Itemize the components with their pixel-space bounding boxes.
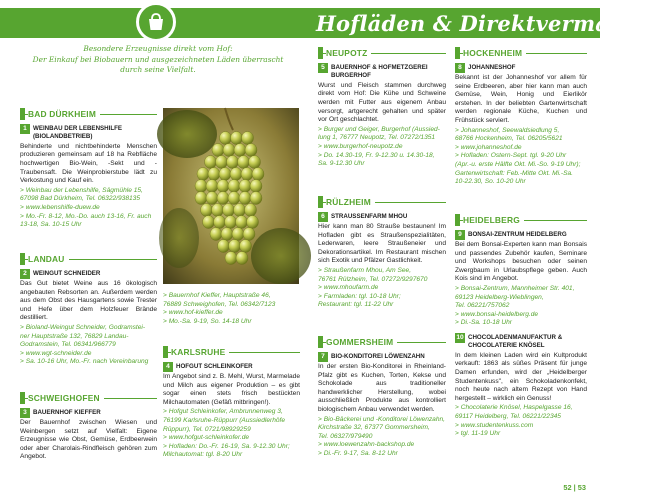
entry-name: WEINGUT SCHNEIDER: [33, 270, 101, 277]
region-header-heidelberg: HEIDELBERG: [455, 214, 587, 226]
entry-description: Bekannt ist der Johanneshof vor allem für seine Erdbeeren, aber hier kann man auch Gemüse, Wein, Honig und Eierlikör erstehen. In der beliebten Gartenwirtschaft werden regionale Küche, Kuchen und Frühstück serviert.: [455, 74, 587, 124]
intro-line: Besondere Erzeugnisse direkt vom Hof:: [83, 44, 233, 53]
region-header-gommersheim: GOMMERSHEIM: [318, 336, 446, 348]
entry-1: [20, 124, 157, 230]
entry-4: [163, 362, 300, 460]
intro-line: Der Einkauf bei Biobauern und ausgezeichneten Läden überrascht: [32, 54, 284, 64]
entry-contact: > Bioland-Weingut Schneider, Godramstei- ner Hauptstraße 132, 76829 Landau- Godramstein, Tel. 06341/966779 > www.wgt-schneider.de > Sa. 10-16 Uhr, Mo.-Fr. nach Vereinbarung: [20, 324, 157, 367]
entry-contact: > Hofgut Schleinkofer, Ambrunnenweg 3, 76199 Karlsruhe-Rüppurr (Aussiedlerhöfe Rüppurr), Tel. 0721/98929259 > www.hofgut-schleinkofer.de > Hofladen: Do.-Fr. 16-19, Sa. 9-12.30 Uhr; Milchautomat: tgl. 8-20 Uhr: [163, 408, 300, 460]
entry-contact: > Straußenfarm Mhou, Am See, 76761 Rülzheim, Tel. 07272/9297670 > www.mhoufarm.de > Farmladen: tgl. 10-18 Uhr; Restaurant: tgl. 11-22 Uhr: [318, 267, 446, 310]
entry-number: 9: [455, 230, 465, 240]
website-link[interactable]: > www.hofgut-schleinkofer.de: [163, 434, 250, 442]
page-numbers: 52 | 53: [563, 483, 586, 492]
entry-number: 2: [20, 269, 30, 279]
intro-text: [20, 44, 296, 76]
website-link[interactable]: > www.mhoufarm.de: [318, 284, 379, 292]
region-header-ruelzheim: RÜLZHEIM: [318, 196, 446, 208]
region-header-schweighofen: SCHWEIGHOFEN: [20, 392, 157, 404]
entry-number: 1: [20, 124, 30, 134]
website-link[interactable]: > www.bonsai-heidelberg.de: [455, 310, 539, 318]
entry-description: In der ersten Bio-Konditorei in Rheinland-Pfalz gibt es Kuchen, Torten, Kekse und Schokolade aus traditioneller handwerklicher Herstellung, wobei ausschließlich Produkte aus kontrolliert biologischem Anbau verwendet werden.: [318, 363, 446, 413]
entry-name: BAUERNHOF KIEFFER: [33, 409, 101, 416]
entry-contact: > Chocolaterie Knösel, Haspelgasse 16, 69117 Heidelberg, Tel. 06221/22345 > www.studentenkuss.com > tgl. 11-19 Uhr: [455, 404, 587, 438]
entry-name: BAUERNHOF & HOFMETZGEREI BURGERHOF: [331, 64, 428, 80]
entry-contact: > Weinbau der Lebenshilfe, Sägmühle 15, 67098 Bad Dürkheim, Tel. 06322/938135 > www.lebenshilfe-duew.de > Mo.-Fr. 8-12, Mo.-Do. auch 13-16, Fr. auch 13-18, Sa. 10-15 Uhr: [20, 187, 157, 230]
entry-contact: > Johanneshof, Seewaldsiedlung 5, 68766 Hockenheim, Tel. 06205/5621 > www.johanneshof.de > Hofladen: Ostern-Sept. tgl. 9-20 Uhr (Apr.-u. erste Hälfte Okt. Mi.-So. 9-19 Uhr); Gartenwirtschaft: Feb.-Mitte Okt. Mi.-Sa. 10-22.30, So. 10-20 Uhr: [455, 127, 587, 187]
entry-number: 6: [318, 212, 328, 222]
website-link[interactable]: > www.hof-kieffer.de: [163, 309, 223, 317]
entry-name: CHOCOLADENMANUFAKTUR & CHOCOLATERIE KNÖSEL: [468, 333, 563, 350]
entry-name: BONSAI-ZENTRUM HEIDELBERG: [468, 231, 567, 238]
entry-number: 5: [318, 63, 328, 73]
shopping-bag-icon: [136, 2, 176, 42]
entry-contact: > Burger und Geiger, Burgerhof (Aussied- lung 1, 76777 Neupotz, Tel. 07272/1351 > www.burgerhof-neupotz.de > Do. 14.30-19, Fr. 9-12.30 u. 14.30-18, Sa. 9-12.30 Uhr: [318, 126, 446, 169]
grape-cluster-photo: [163, 108, 299, 284]
column-2-contact: [163, 292, 300, 326]
page-title: Hofläden & Direktvermarkter: [316, 11, 670, 36]
entry-9: [455, 230, 587, 328]
column-left-lower: [20, 253, 157, 367]
entry-number: 7: [318, 352, 328, 362]
region-header-neupotz: NEUPOTZ: [318, 47, 446, 59]
entry-2: [20, 269, 157, 367]
column-4: [455, 47, 587, 187]
entry-description: Wurst und Fleisch stammen durchweg direkt vom Hof: Die Kühe und Schweine werden mit Futter aus eigenem Anbau versorgt, artgerecht gehalten und später vor Ort geschlachtet.: [318, 81, 446, 124]
entry-name: WEINBAU DER LEBENSHILFE (BIOLANDBETRIEB): [33, 125, 123, 141]
region-header-karlsruhe: KARLSRUHE: [163, 346, 300, 358]
entry-8: [455, 63, 587, 187]
column-3-gommersheim: [318, 336, 446, 459]
entry-3: [20, 408, 157, 462]
entry-contact-3: > Bauernhof Kieffer, Hauptstraße 46, 76889 Schweighofen, Tel. 06342/7123 > www.hof-kieffer.de > Mo.-Sa. 9-19, So. 14-18 Uhr: [163, 292, 300, 326]
column-4-heidelberg: [455, 214, 587, 439]
entry-name: BIO-KONDITOREI LÖWENZAHN: [331, 353, 425, 360]
entry-number: 8: [455, 63, 465, 73]
entry-contact: > Bio-Bäckerei und -Konditorei Löwenzahn, Kirchstraße 32, 67377 Gommersheim, Tel. 06327/979490 > www.loewenzahn-backshop.de > Di.-Fr. 9-17, Sa. 8-12 Uhr: [318, 415, 446, 457]
entry-10: [455, 333, 587, 439]
entry-contact: > Bonsai-Zentrum, Mannheimer Str. 401, 69123 Heidelberg-Wieblingen, Tel. 06221/757062 > www.bonsai-heidelberg.de > Di.-Sa. 10-18 Uhr: [455, 285, 587, 328]
intro-line: durch seine Vielfalt.: [120, 65, 196, 74]
entry-description: Der Bauernhof zwischen Wiesen und Weinbergen setzt auf Vielfalt: Eigene Erzeugnisse wie Obst, Gemüse, Erdbeerwein oder aber Charolais-Rindfleisch gehören zum Angebot.: [20, 419, 157, 461]
website-link[interactable]: > www.loewenzahn-backshop.de: [318, 441, 415, 449]
entry-number: 10: [456, 333, 464, 341]
entry-name: STRAUSSENFARM MHOU: [331, 213, 408, 220]
entry-number: 4: [163, 362, 173, 372]
region-header-landau: LANDAU: [20, 253, 157, 265]
entry-description: Bei dem Bonsai-Experten kann man Bonsais und passendes Zubehör kaufen, Seminare und Workshops besuchen oder seinen Zwergbaum in Urlaubspflege geben. Auch Kois sind im Angebot.: [455, 241, 587, 283]
entry-number: 3: [20, 408, 30, 418]
column-3: [318, 47, 446, 169]
column-left: [20, 108, 157, 230]
website-link[interactable]: > www.burgerhof-neupotz.de: [318, 142, 403, 150]
website-link[interactable]: > www.wgt-schneider.de: [20, 349, 92, 357]
entry-7: [318, 352, 446, 459]
website-link[interactable]: > www.johanneshof.de: [455, 143, 522, 151]
entry-5: [318, 63, 446, 169]
region-header-bad-duerkheim: BAD DÜRKHEIM: [20, 108, 157, 120]
column-3-ruelzheim: [318, 196, 446, 310]
entry-description: Hier kann man 80 Strauße bestaunen! Im Hofladen gibt es Straußenspezialitäten, Lederwaren, leere Straußeneier und Dekorationsartikel. Im Restaurant mischen sich Exotik und Pfälzer Gastlichkeit.: [318, 223, 446, 265]
website-link[interactable]: > www.lebenshilfe-duew.de: [20, 203, 100, 211]
entry-description: Im Angebot sind z. B. Mehl, Wurst, Marmelade und Milch aus eigener Produktion – es gibt sogar einen stets frisch bestückten Milchautomaten (Gefäß mitbringen!).: [163, 373, 300, 406]
region-header-hockenheim: HOCKENHEIM: [455, 47, 587, 59]
entry-description: In dem kleinen Laden wird ein Kultprodukt verkauft: 1863 als süßes Präsent für junge Damen erfunden, wird der „Heidelberger Studentenkuss", ein Schokoladenkonfekt, noch heute nach altem Rezept von Hand hergestellt – wirklich ein Genuss!: [455, 351, 587, 402]
column-2-karlsruhe: [163, 346, 300, 460]
entry-description: Das Gut bietet Weine aus 16 ökologisch angebauten Rebsorten an. Außerdem werden aus dem Obst des Hausgartens sowie Trester und Hefe über dem Holzfeuer Brände destilliert.: [20, 280, 157, 322]
entry-name: HOFGUT SCHLEINKOFER: [176, 363, 253, 370]
column-left-bottom: [20, 392, 157, 463]
entry-6: [318, 212, 446, 310]
entry-name: JOHANNESHOF: [468, 64, 516, 71]
entry-description: Behinderte und nichtbehinderte Menschen produzieren gemeinsam auf 18 ha Rebfläche hochwertigen Bio-Wein, -Sekt und -Traubensaft. Die Weinprobierstube lädt zu Verkostung und Kauf ein.: [20, 142, 157, 185]
website-link[interactable]: > www.studentenkuss.com: [455, 421, 534, 429]
